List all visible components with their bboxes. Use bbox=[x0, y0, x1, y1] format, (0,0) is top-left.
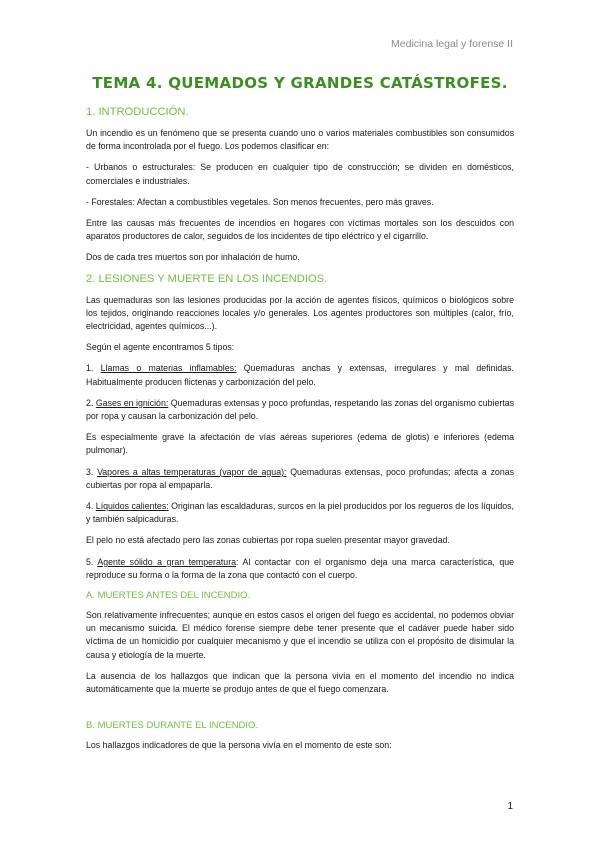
item-label: Llamas o materias inflamables: bbox=[100, 363, 237, 374]
paragraph: Un incendio es un fenómeno que se presenta cuando uno o varios materiales combustibles son consumidos de forma incontrolada por el fuego. Los podemos clasificar en: bbox=[86, 128, 514, 152]
agent-type-item bbox=[86, 397, 514, 423]
paragraph: Entre las causas más frecuentes de incendios en hogares con víctimas mortales son los descuidos con aparatos productores de calor, seguidos de los incidentes de tipo eléctrico y el cigarrillo. bbox=[86, 218, 514, 242]
item-text: : Al contactar con el organismo deja una marca característica, que reproduce su forma o la forma de la zona que contactó con el cuerpo. bbox=[86, 556, 514, 580]
item-number: 1. bbox=[86, 363, 101, 374]
agent-type-item bbox=[86, 500, 514, 526]
item-label: Gases en ignición: bbox=[95, 397, 169, 408]
document-page bbox=[86, 74, 514, 761]
subsection-heading-muertes-antes: A. MUERTES ANTES DEL INCENDIO. bbox=[86, 590, 251, 602]
paragraph: - Urbanos o estructurales: Se producen en cualquier tipo de construcción; se dividen en domésticos, comerciales e industriales. bbox=[86, 162, 514, 186]
agent-type-item bbox=[86, 362, 514, 388]
item-number: 2. bbox=[86, 397, 96, 408]
paragraph: Según el agente encontramos 5 tipos: bbox=[86, 342, 235, 353]
item-label: Agente sólido a gran temperatura bbox=[97, 556, 237, 567]
agent-type-item bbox=[86, 556, 514, 582]
item-label: Vapores a altas temperaturas (vapor de agua): bbox=[97, 466, 287, 477]
paragraph: Dos de cada tres muertos son por inhalación de humo. bbox=[86, 252, 300, 263]
paragraph: Son relativamente infrecuentes; aunque en estos casos el origen del fuego es accidental, no podemos obviar un mecanismo suicida. El médico forense siempre debe tener presente que el cadáver puede haber sido víctima de un homicidio por cualquier mecanismo y que el incendio se utiliza con el propósito de disimular la causa y etiología de la muerte. bbox=[86, 610, 514, 660]
agent-type-item bbox=[86, 466, 514, 492]
item-text: Quemaduras anchas y extensas, irregulares y mal definidas. Habitualmente producen flictenas y carbonización del pelo. bbox=[86, 363, 514, 387]
paragraph: El pelo no está afectado pero las zonas cubiertas por ropa suelen presentar mayor gravedad. bbox=[86, 535, 450, 546]
item-text: Originan las escaldaduras, surcos en la piel producidos por los regueros de los líquidos, y también salpicaduras. bbox=[86, 501, 514, 525]
item-number: 4. bbox=[86, 501, 96, 512]
paragraph: Es especialmente grave la afectación de vías aéreas superiores (edema de glotis) e inferiores (edema pulmonar). bbox=[86, 432, 514, 456]
item-text: Quemaduras extensas, poco profundas; afecta a zonas cubiertas por ropa al empaparla. bbox=[86, 466, 514, 490]
paragraph: Los hallazgos indicadores de que la persona vivía en el momento de este son: bbox=[86, 740, 392, 751]
paragraph: La ausencia de los hallazgos que indican que la persona vivía en el momento del incendio no indica automáticamente que la muerte se produjo antes de que el fuego comenzara. bbox=[86, 670, 514, 695]
section-heading-lesiones: 2. LESIONES Y MUERTE EN LOS INCENDIOS. bbox=[86, 272, 328, 285]
page-number: 1 bbox=[507, 801, 513, 812]
item-text: Quemaduras extensas y poco profundas, respetando las zonas del organismo cubiertas por ropa y causan la carbonización del pelo. bbox=[86, 397, 514, 422]
item-number: 5. bbox=[86, 556, 98, 567]
paragraph: Las quemaduras son las lesiones producidas por la acción de agentes físicos, químicos o biológicos sobre los tejidos, originando reacciones locales y/o generales. Los agentes productores son múltiples (calor, frío, electricidad, agentes químicos...). bbox=[86, 294, 514, 332]
paragraph: - Forestales: Afectan a combustibles vegetales. Son menos frecuentes, pero más graves. bbox=[86, 196, 434, 207]
item-number: 3. bbox=[86, 466, 98, 477]
section-heading-introduccion: 1. INTRODUCCIÓN. bbox=[86, 106, 189, 118]
subsection-heading-muertes-durante: B. MUERTES DURANTE EL INCENDIO. bbox=[86, 720, 259, 732]
page-title: TEMA 4. QUEMADOS Y GRANDES CATÁSTROFES. bbox=[92, 74, 508, 92]
spacer bbox=[86, 704, 514, 720]
running-header: Medicina legal y forense II bbox=[391, 38, 513, 50]
item-label: Líquidos calientes: bbox=[95, 501, 169, 512]
